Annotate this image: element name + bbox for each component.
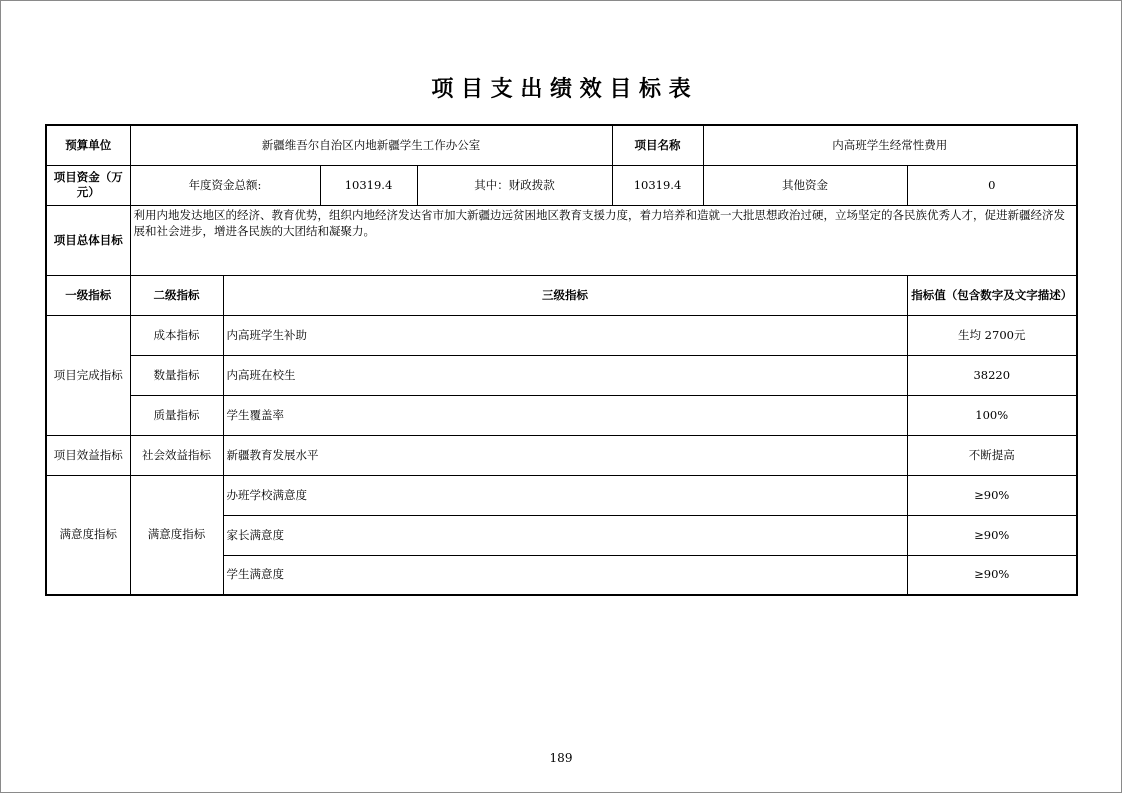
table-row: [46, 355, 1077, 395]
table-row: [46, 435, 1077, 475]
col-level3-header: 三级指标: [223, 275, 907, 315]
col-value-header: 指标值（包含数字及文字描述）: [907, 275, 1077, 315]
table-row: [46, 315, 1077, 355]
budget-unit-label: 预算单位: [46, 125, 130, 165]
funds-row: [46, 165, 1077, 205]
funds-fiscal-value: 10319.4: [612, 165, 703, 205]
level3-cell: 内高班学生补助: [223, 315, 907, 355]
level1-cell: 满意度指标: [46, 475, 130, 595]
value-cell: 100%: [907, 395, 1077, 435]
value-cell: ≥90%: [907, 555, 1077, 595]
budget-unit-value: 新疆维吾尔自治区内地新疆学生工作办公室: [130, 125, 612, 165]
col-level1-header: 一级指标: [46, 275, 130, 315]
level3-cell: 新疆教育发展水平: [223, 435, 907, 475]
funds-other-value: 0: [907, 165, 1077, 205]
level3-cell: 学生满意度: [223, 555, 907, 595]
goal-text: 利用内地发达地区的经济、教育优势，组织内地经济发达省市加大新疆边远贫困地区教育支援力度，着力培养和造就一大批思想政治过硬，立场坚定的各民族优秀人才，促进新疆经济发展和社会进步，增进各民族的大团结和凝聚力。: [130, 205, 1077, 275]
level2-cell: 质量指标: [130, 395, 223, 435]
value-cell: ≥90%: [907, 475, 1077, 515]
level1-cell: 项目完成指标: [46, 315, 130, 435]
project-name-label: 项目名称: [612, 125, 703, 165]
value-cell: 38220: [907, 355, 1077, 395]
value-cell: ≥90%: [907, 515, 1077, 555]
level3-cell: 办班学校满意度: [223, 475, 907, 515]
level2-cell: 数量指标: [130, 355, 223, 395]
level2-cell: 满意度指标: [130, 475, 223, 595]
performance-target-table: [45, 124, 1078, 596]
page-number: 189: [549, 751, 573, 765]
funds-total-label: 年度资金总额:: [130, 165, 320, 205]
level2-cell: 社会效益指标: [130, 435, 223, 475]
project-name-value: 内高班学生经常性费用: [703, 125, 1077, 165]
col-level2-header: 二级指标: [130, 275, 223, 315]
level3-cell: 内高班在校生: [223, 355, 907, 395]
column-header-row: [46, 275, 1077, 315]
goal-label: 项目总体目标: [46, 205, 130, 275]
table-row: [46, 475, 1077, 515]
level1-cell: 项目效益指标: [46, 435, 130, 475]
table-row: [46, 395, 1077, 435]
funds-label: 项目资金（万元）: [46, 165, 130, 205]
level2-cell: 成本指标: [130, 315, 223, 355]
value-cell: 不断提高: [907, 435, 1077, 475]
funds-total-value: 10319.4: [320, 165, 417, 205]
level3-cell: 学生覆盖率: [223, 395, 907, 435]
funds-fiscal-label: 其中：财政拨款: [417, 165, 612, 205]
level3-cell: 家长满意度: [223, 515, 907, 555]
header-row: [46, 125, 1077, 165]
funds-other-label: 其他资金: [703, 165, 907, 205]
goal-row: [46, 205, 1077, 275]
value-cell: 生均 2700元: [907, 315, 1077, 355]
page-title: 项 目 支 出 绩 效 目 标 表: [431, 77, 691, 102]
